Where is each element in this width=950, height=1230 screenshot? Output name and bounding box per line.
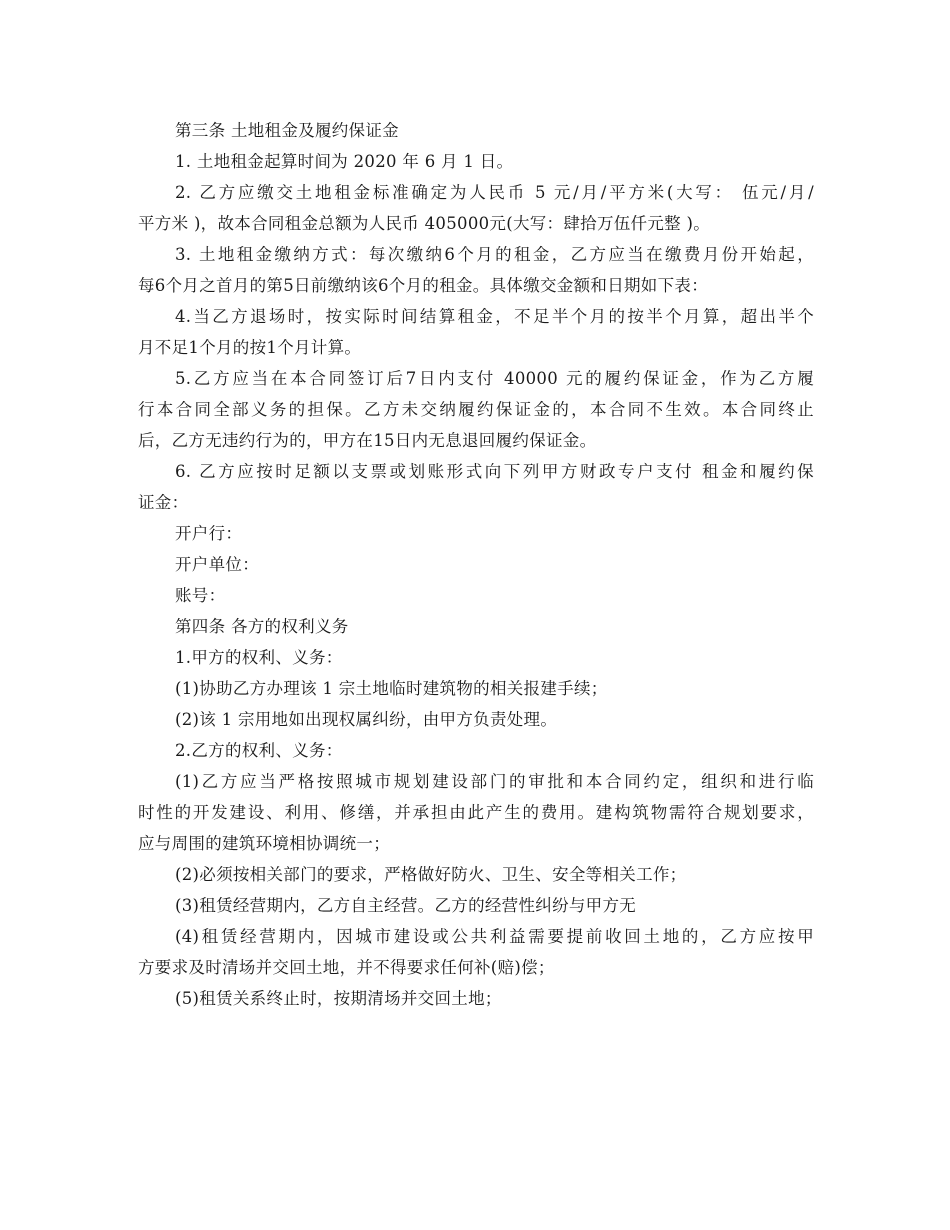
text-line: 后，乙方无违约行为的，甲方在15日内无息退回履约保证金。 [138,431,597,450]
text-line: 时性的开发建设、利用、修缮，并承担由此产生的费用。建构筑物需符合规划要求， [138,803,814,822]
text-line: 4.当乙方退场时，按实际时间结算租金，不足半个月的按半个月算，超出半个 [175,307,814,326]
text-line: 行本合同全部义务的担保。乙方未交纳履约保证金的，本合同不生效。本合同终止 [138,400,814,419]
text-line: (3)租赁经营期内，乙方自主经营。乙方的经营性纠纷与甲方无 [175,896,637,915]
text-line: 2.乙方的权利、义务： [175,741,343,760]
text-line: 月不足1个月的按1个月计算。 [138,338,362,357]
text-line: 2. 乙方应缴交土地租金标准确定为人民币 5 元/月/平方米(大写： 伍元/月/ [175,183,814,202]
text-line: (4)租赁经营期内，因城市建设或公共利益需要提前收回土地的，乙方应按甲 [175,927,814,946]
text-line: 账号： [175,586,226,605]
text-line: 开户单位： [175,555,259,574]
text-line: 6. 乙方应按时足额以支票或划账形式向下列甲方财政专户支付 租金和履约保 [175,462,814,481]
text-line: 1.甲方的权利、义务： [175,648,343,667]
text-line: 5.乙方应当在本合同签订后7日内支付 40000 元的履约保证金，作为乙方履 [175,369,814,388]
text-line: (2)必须按相关部门的要求，严格做好防火、卫生、安全等相关工作； [175,865,687,884]
text-line: 应与周围的建筑环境相协调统一； [138,834,390,853]
text-line: 第三条 土地租金及履约保证金 [175,121,399,140]
text-line: 每6个月之首月的第5日前缴纳该6个月的租金。具体缴交金额和日期如下表： [138,276,708,295]
text-line: 3. 土地租金缴纳方式：每次缴纳6个月的租金，乙方应当在缴费月份开始起， [175,245,814,264]
document-page [138,115,814,1014]
text-line: (1)乙方应当严格按照城市规划建设部门的审批和本合同约定，组织和进行临 [175,772,814,791]
text-line: (2)该 1 宗用地如出现权属纠纷，由甲方负责处理。 [175,710,558,729]
text-line: (1)协助乙方办理该 1 宗土地临时建筑物的相关报建手续； [175,679,608,698]
text-line: 第四条 各方的权利义务 [175,617,349,636]
text-line: (5)租赁关系终止时，按期清场并交回土地； [175,989,502,1008]
text-line: 开户行： [175,524,243,543]
text-line: 证金： [138,493,189,512]
text-line: 平方米 )，故本合同租金总额为人民币 405000元(大写：肆拾万伍仟元整 )。 [138,214,711,233]
text-line: 方要求及时清场并交回土地，并不得要求任何补(赔)偿； [138,958,555,977]
text-line: 1. 土地租金起算时间为 2020 年 6 月 1 日。 [175,152,514,171]
